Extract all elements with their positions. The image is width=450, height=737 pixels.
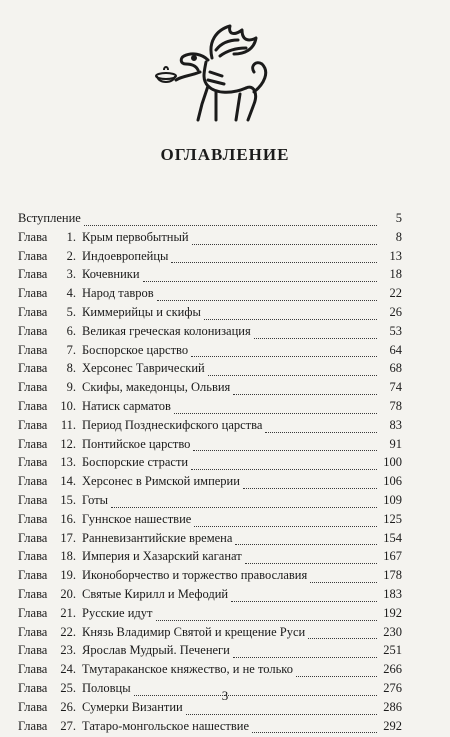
toc-entry	[18, 418, 402, 437]
toc-entry-title: Херсонес в Римской империи	[82, 474, 240, 489]
dot-leader	[233, 656, 377, 658]
dot-leader	[143, 280, 377, 282]
toc-entry-page: 286	[383, 699, 402, 714]
toc-entry	[18, 343, 402, 362]
toc-entry-page: 53	[389, 323, 402, 338]
toc-entry	[18, 474, 402, 493]
toc-entry	[18, 437, 402, 456]
toc-entry	[18, 625, 402, 644]
toc-entry-label: Глава	[18, 699, 48, 714]
toc-entry-label: Глава	[18, 643, 48, 658]
toc-entry	[18, 230, 402, 249]
toc-entry-label: Глава	[18, 436, 48, 451]
toc-entry	[18, 305, 402, 324]
toc-entry	[18, 324, 402, 343]
dot-leader	[252, 731, 377, 733]
toc-entry-page: 22	[389, 286, 402, 301]
toc-entry-number: 14.	[60, 474, 76, 489]
toc-entry	[18, 455, 402, 474]
toc-entry-label: Глава	[18, 455, 48, 470]
toc-entry-number: 9.	[66, 380, 76, 395]
dot-leader	[191, 355, 377, 357]
toc-entry-page: 68	[389, 361, 402, 376]
toc-entry-label: Глава	[18, 417, 48, 432]
dot-leader	[156, 619, 378, 621]
toc-entry-page: 5	[395, 211, 402, 225]
toc-entry-label: Глава	[18, 267, 48, 282]
toc-entry-number: 21.	[60, 605, 76, 620]
toc-entry-page: 106	[383, 474, 402, 489]
toc-entry-number: 26.	[60, 699, 76, 714]
toc-entry-page: 183	[383, 586, 402, 601]
toc-entry-page: 192	[383, 605, 402, 620]
toc-entry-number: 4.	[66, 286, 76, 301]
toc-entry-page: 100	[383, 455, 402, 470]
toc-entry-page: 251	[383, 643, 402, 658]
page-title: ОГЛАВЛЕНИЕ	[160, 145, 290, 164]
table-of-contents	[18, 211, 402, 737]
toc-entry-number: 24.	[60, 662, 76, 677]
toc-entry-title: Великая греческая колонизация	[82, 323, 251, 338]
toc-entry-title: Ранневизантийские времена	[82, 530, 233, 545]
toc-entry-title: Боспорские страсти	[82, 455, 189, 470]
toc-entry-page: 125	[383, 511, 402, 526]
dot-leader	[192, 243, 377, 245]
dot-leader	[193, 449, 377, 451]
toc-entry-title: Вступление	[18, 211, 81, 225]
toc-entry-number: 23.	[60, 643, 76, 658]
toc-entry-label: Глава	[18, 323, 48, 338]
dot-leader	[243, 487, 377, 489]
toc-entry-label: Глава	[18, 248, 48, 263]
toc-entry-label: Глава	[18, 530, 48, 545]
toc-entry	[18, 380, 402, 399]
toc-entry	[18, 531, 402, 550]
toc-entry-title: Русские идут	[82, 605, 153, 620]
toc-entry-label: Глава	[18, 474, 48, 489]
toc-entry-label: Глава	[18, 492, 48, 507]
toc-entry-number: 11.	[60, 417, 76, 432]
toc-entry-number: 16.	[60, 511, 76, 526]
toc-entry-title: Иконоборчество и торжество православия	[82, 568, 308, 583]
dot-leader	[231, 600, 377, 602]
toc-entry	[18, 493, 402, 512]
toc-entry-number: 13.	[60, 455, 76, 470]
toc-entry-number: 18.	[60, 549, 76, 564]
toc-entry-number: 5.	[66, 304, 76, 319]
toc-entry-number: 2.	[66, 248, 76, 263]
toc-entry-label: Глава	[18, 286, 48, 301]
toc-entry	[18, 399, 402, 418]
toc-entry-label: Глава	[18, 229, 48, 244]
toc-entry-title: Народ тавров	[82, 286, 154, 301]
toc-entry-label: Глава	[18, 304, 48, 319]
dot-leader	[186, 713, 377, 715]
toc-entry-title: Тмутараканское княжество, и не только	[82, 662, 293, 677]
toc-entry	[18, 568, 402, 587]
toc-entry-label: Глава	[18, 605, 48, 620]
dot-leader	[171, 261, 377, 263]
toc-entry-title: Святые Кирилл и Мефодий	[82, 586, 229, 601]
toc-entry-number: 6.	[66, 323, 76, 338]
dot-leader	[157, 299, 377, 301]
toc-entry	[18, 606, 402, 625]
toc-entry-page: 64	[389, 342, 402, 357]
toc-entry-label: Глава	[18, 718, 48, 733]
toc-entry-label: Глава	[18, 398, 48, 413]
toc-entry-page: 78	[389, 398, 402, 413]
toc-entry-page: 276	[383, 680, 402, 695]
toc-entry-page: 83	[389, 417, 402, 432]
toc-entry-label: Глава	[18, 549, 48, 564]
toc-entry-title: Период Позднескифского царства	[82, 417, 263, 432]
dot-leader	[254, 337, 377, 339]
toc-entry-title: Гуннское нашествие	[82, 511, 192, 526]
dot-leader	[308, 637, 377, 639]
toc-entry-title: Половцы	[82, 680, 131, 695]
toc-entry-page: 26	[389, 304, 402, 319]
toc-entry-title: Кочевники	[82, 267, 140, 282]
toc-entry-number: 10.	[60, 398, 76, 413]
toc-entry	[18, 549, 402, 568]
toc-entry	[18, 267, 402, 286]
dot-leader	[84, 224, 377, 226]
toc-entry-page: 266	[383, 662, 402, 677]
toc-entry-label: Глава	[18, 568, 48, 583]
toc-entry-page: 13	[389, 248, 402, 263]
toc-entry-title: Империя и Хазарский каганат	[82, 549, 242, 564]
toc-entry-page: 91	[389, 436, 402, 451]
toc-entry	[18, 361, 402, 380]
toc-entry-label: Глава	[18, 662, 48, 677]
toc-entry	[18, 286, 402, 305]
dot-leader	[191, 468, 377, 470]
toc-entry-page: 230	[383, 624, 402, 639]
toc-entry-page: 18	[389, 267, 402, 282]
toc-entry-label: Глава	[18, 586, 48, 601]
toc-entry-page: 154	[383, 530, 402, 545]
toc-entry-number: 15.	[60, 492, 76, 507]
toc-entry	[18, 643, 402, 662]
toc-entry-page: 178	[383, 568, 402, 583]
toc-entry-label: Глава	[18, 680, 48, 695]
toc-entry-label: Глава	[18, 511, 48, 526]
toc-entry-intro	[18, 211, 402, 230]
toc-entry-title: Татаро-монгольское нашествие	[82, 718, 249, 733]
toc-entry-title: Крым первобытный	[82, 229, 189, 244]
toc-entry-title: Ярослав Мудрый. Печенеги	[82, 643, 230, 658]
toc-entry-label: Глава	[18, 361, 48, 376]
dot-leader	[194, 525, 377, 527]
page-number: 3	[221, 688, 229, 703]
dot-leader	[296, 675, 377, 677]
toc-entry-title: Индоевропейцы	[82, 248, 169, 263]
toc-entry-page: 167	[383, 549, 402, 564]
dot-leader	[208, 374, 377, 376]
toc-entry-number: 3.	[66, 267, 76, 282]
toc-entry-label: Глава	[18, 342, 48, 357]
toc-entry-number: 7.	[66, 342, 76, 357]
toc-entry-title: Сумерки Византии	[82, 699, 183, 714]
dot-leader	[310, 581, 377, 583]
toc-entry-number: 27.	[60, 718, 76, 733]
dot-leader	[174, 412, 377, 414]
toc-entry-number: 12.	[60, 436, 76, 451]
toc-entry	[18, 249, 402, 268]
toc-entry-number: 25.	[60, 680, 76, 695]
toc-entry-page: 8	[395, 229, 402, 244]
toc-entry-number: 17.	[60, 530, 76, 545]
toc-entry-page: 292	[383, 718, 402, 733]
toc-entry-title: Скифы, македонцы, Ольвия	[82, 380, 231, 395]
toc-entry-label: Глава	[18, 624, 48, 639]
toc-entry-title: Херсонес Таврический	[82, 361, 205, 376]
toc-entry-title: Киммерийцы и скифы	[82, 304, 201, 319]
toc-entry-number: 22.	[60, 624, 76, 639]
toc-entry-page: 109	[383, 492, 402, 507]
toc-entry	[18, 587, 402, 606]
griffin-emblem-icon	[150, 20, 275, 130]
toc-entry-number: 19.	[60, 568, 76, 583]
toc-entry-title: Боспорское царство	[82, 342, 189, 357]
dot-leader	[235, 543, 377, 545]
toc-entry-label: Глава	[18, 380, 48, 395]
toc-entry-title: Готы	[82, 492, 109, 507]
toc-entry-number: 1.	[66, 229, 76, 244]
toc-entry-number: 20.	[60, 586, 76, 601]
toc-entry	[18, 512, 402, 531]
toc-entry-title: Понтийское царство	[82, 436, 191, 451]
dot-leader	[265, 431, 377, 433]
dot-leader	[233, 393, 377, 395]
toc-entry-title: Натиск сарматов	[82, 398, 171, 413]
dot-leader	[111, 506, 377, 508]
toc-entry	[18, 662, 402, 681]
dot-leader	[245, 562, 377, 564]
dot-leader	[204, 318, 377, 320]
toc-entry-number: 8.	[66, 361, 76, 376]
toc-entry-title: Князь Владимир Святой и крещение Руси	[82, 624, 306, 639]
toc-entry-page: 74	[389, 380, 402, 395]
